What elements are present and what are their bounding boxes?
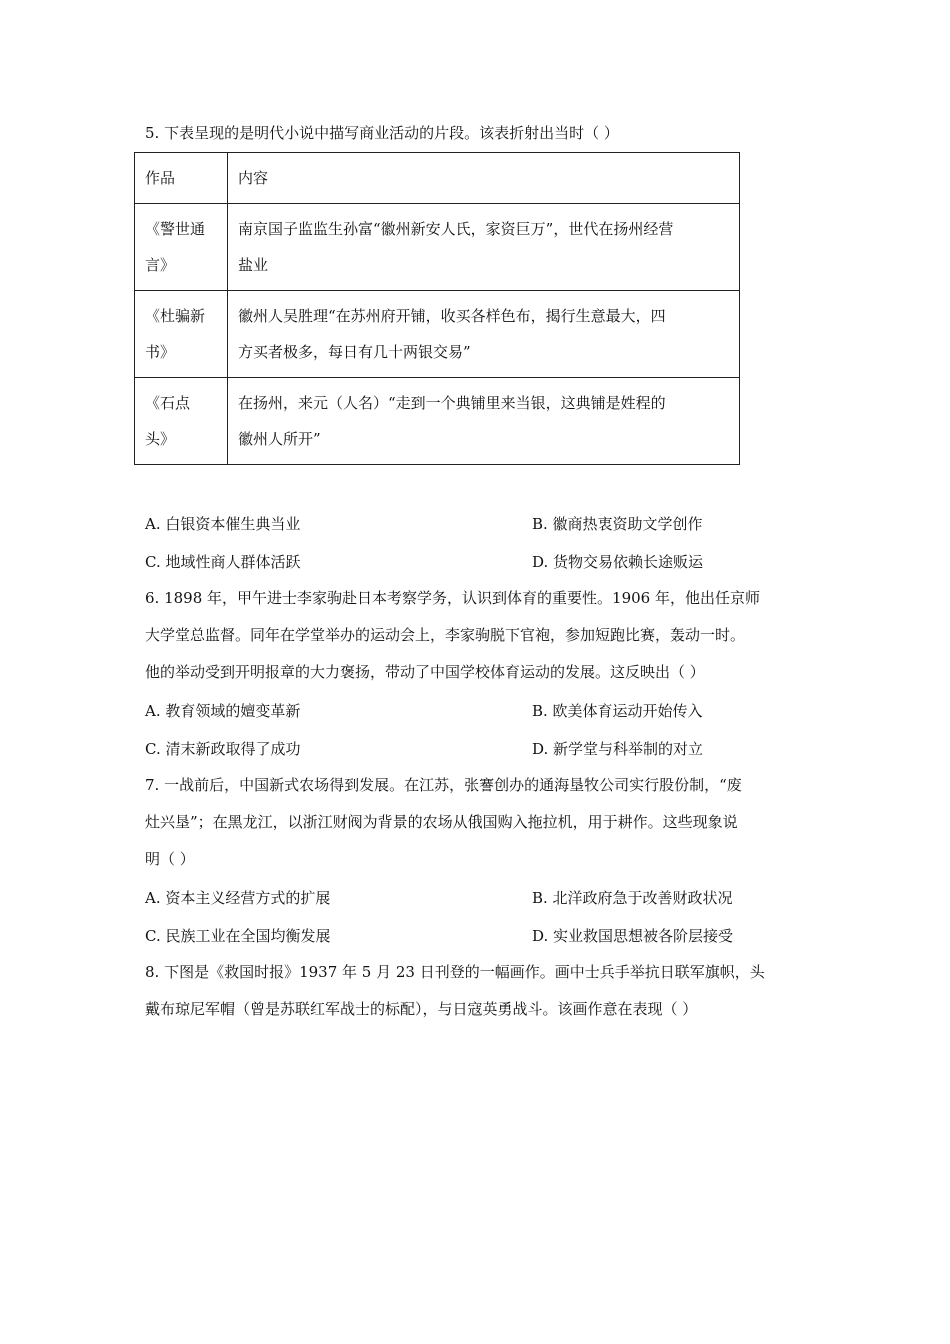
content-line: 在扬州，来元（人名）“走到一个典铺里来当银，这典铺是姓程的 bbox=[238, 394, 666, 412]
work-line: 头》 bbox=[145, 430, 176, 448]
content-cell bbox=[228, 204, 740, 291]
content-line: 徽州人所开” bbox=[238, 430, 321, 448]
q5-option-a[interactable]: A. 白银资本催生典当业 bbox=[145, 515, 301, 533]
q7-option-c[interactable]: C. 民族工业在全国均衡发展 bbox=[145, 927, 331, 945]
q6-option-a[interactable]: A. 教育领域的嬗变革新 bbox=[145, 702, 301, 720]
q7-stem-line: 7. 一战前后，中国新式农场得到发展。在江苏，张謇创办的通海垦牧公司实行股份制，“废 bbox=[145, 776, 742, 794]
work-line: 书》 bbox=[145, 343, 176, 361]
table-row bbox=[135, 378, 740, 465]
q6-stem-line: 6. 1898 年，甲午进士李家驹赴日本考察学务，认识到体育的重要性。1906 年，他出任京师 bbox=[145, 589, 760, 607]
q5-option-d[interactable]: D. 货物交易依赖长途贩运 bbox=[532, 553, 704, 571]
content-line: 盐业 bbox=[238, 256, 269, 274]
q7-option-b[interactable]: B. 北洋政府急于改善财政状况 bbox=[532, 889, 733, 907]
q6-option-d[interactable]: D. 新学堂与科举制的对立 bbox=[532, 740, 704, 758]
content-line: 南京国子监监生孙富“徽州新安人氏，家资巨万”，世代在扬州经营 bbox=[238, 220, 674, 238]
q5-table bbox=[134, 152, 740, 465]
table-row bbox=[135, 291, 740, 378]
content-line: 徽州人吴胜理“在苏州府开铺，收买各样色布，揭行生意最大，四 bbox=[238, 307, 666, 325]
content-line: 方买者极多，每日有几十两银交易” bbox=[238, 343, 471, 361]
table-row bbox=[135, 204, 740, 291]
q5-stem: 5. 下表呈现的是明代小说中描写商业活动的片段。该表折射出当时（ ） bbox=[145, 124, 619, 142]
q6-stem-line: 他的举动受到开明报章的大力褒扬，带动了中国学校体育运动的发展。这反映出（ ） bbox=[145, 663, 705, 681]
q5-option-b[interactable]: B. 徽商热衷资助文学创作 bbox=[532, 515, 703, 533]
q6-stem-line: 大学堂总监督。同年在学堂举办的运动会上，李家驹脱下官袍，参加短跑比赛，轰动一时。 bbox=[145, 626, 746, 644]
header-work: 作品 bbox=[135, 153, 228, 204]
q7-option-a[interactable]: A. 资本主义经营方式的扩展 bbox=[145, 889, 331, 907]
q7-stem-line: 灶兴垦”；在黑龙江，以浙江财阀为背景的农场从俄国购入拖拉机，用于耕作。这些现象说 bbox=[145, 813, 738, 831]
q7-stem-line: 明（ ） bbox=[145, 850, 195, 868]
work-line: 《杜骗新 bbox=[145, 307, 206, 325]
header-content: 内容 bbox=[228, 153, 740, 204]
table-header-row bbox=[135, 153, 740, 204]
work-line: 言》 bbox=[145, 256, 176, 274]
q8-stem-line: 8. 下图是《救国时报》1937 年 5 月 23 日刊登的一幅画作。画中士兵手举抗日联军旗帜，头 bbox=[145, 963, 765, 981]
q6-option-b[interactable]: B. 欧美体育运动开始传入 bbox=[532, 702, 703, 720]
content-cell bbox=[228, 291, 740, 378]
content-cell bbox=[228, 378, 740, 465]
work-cell bbox=[135, 378, 228, 465]
q8-stem-line: 戴布琼尼军帽（曾是苏联红军战士的标配），与日寇英勇战斗。该画作意在表现（ ） bbox=[145, 1000, 698, 1018]
q5-option-c[interactable]: C. 地域性商人群体活跃 bbox=[145, 553, 301, 571]
q7-option-d[interactable]: D. 实业救国思想被各阶层接受 bbox=[532, 927, 734, 945]
q6-option-c[interactable]: C. 清末新政取得了成功 bbox=[145, 740, 301, 758]
work-line: 《石点 bbox=[145, 394, 191, 412]
work-cell bbox=[135, 291, 228, 378]
work-cell bbox=[135, 204, 228, 291]
work-line: 《警世通 bbox=[145, 220, 206, 238]
